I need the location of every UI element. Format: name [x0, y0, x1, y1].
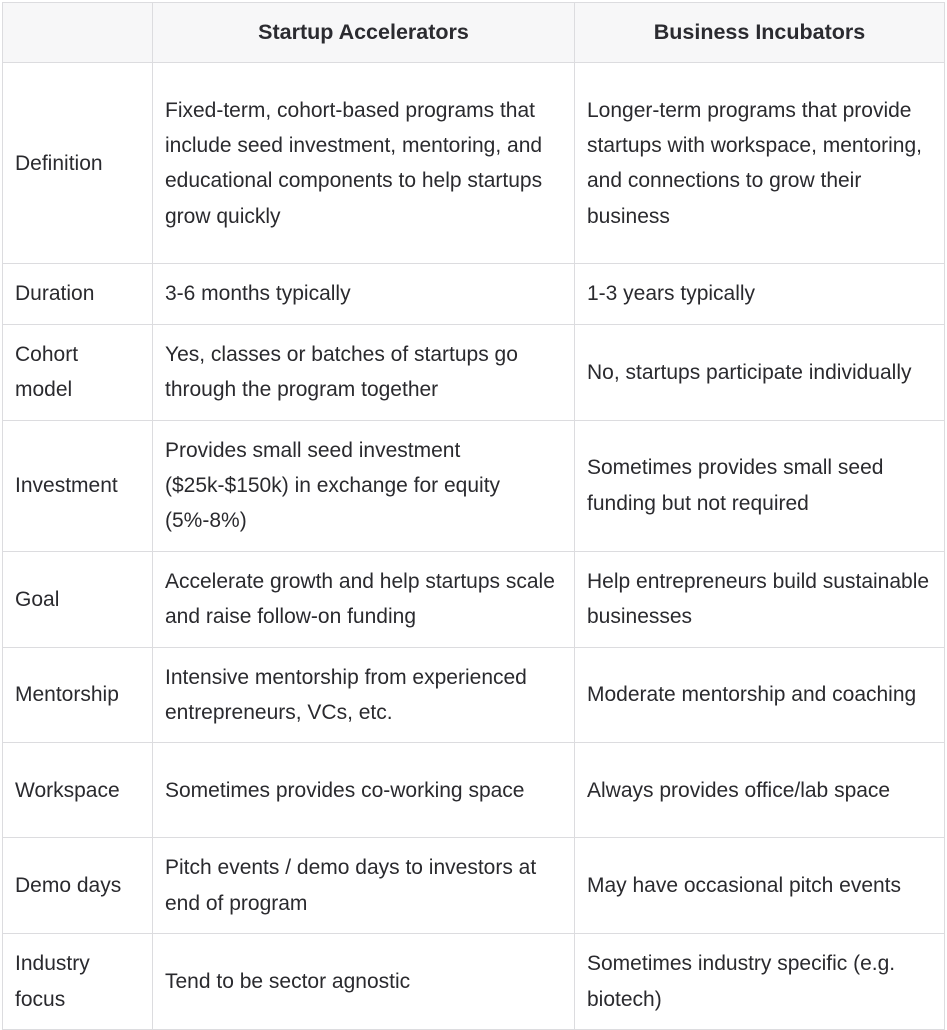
table-header-row — [3, 3, 945, 63]
header-cell-empty — [3, 3, 153, 63]
row-label: Duration — [3, 264, 153, 324]
incubator-cell: Help entrepreneurs build sustainable businesses — [575, 551, 945, 647]
incubator-cell: Sometimes provides small seed funding but not required — [575, 420, 945, 551]
accelerator-cell: Pitch events / demo days to investors at end of program — [153, 838, 575, 934]
table-row — [3, 934, 945, 1030]
table-row — [3, 264, 945, 324]
incubator-cell: No, startups participate individually — [575, 324, 945, 420]
row-label: Industry focus — [3, 934, 153, 1030]
accelerator-cell: Intensive mentorship from experienced entrepreneurs, VCs, etc. — [153, 647, 575, 743]
row-label: Mentorship — [3, 647, 153, 743]
row-label: Workspace — [3, 743, 153, 838]
table-row — [3, 743, 945, 838]
incubator-cell: May have occasional pitch events — [575, 838, 945, 934]
table-row — [3, 838, 945, 934]
table-row — [3, 420, 945, 551]
accelerator-cell: Tend to be sector agnostic — [153, 934, 575, 1030]
incubator-cell: 1-3 years typically — [575, 264, 945, 324]
header-cell-startup-accelerators: Startup Accelerators — [153, 3, 575, 63]
accelerator-cell: Yes, classes or batches of startups go through the program together — [153, 324, 575, 420]
comparison-table — [2, 2, 945, 1030]
row-label: Investment — [3, 420, 153, 551]
incubator-cell: Always provides office/lab space — [575, 743, 945, 838]
incubator-cell: Sometimes industry specific (e.g. biotech) — [575, 934, 945, 1030]
row-label: Demo days — [3, 838, 153, 934]
header-cell-business-incubators: Business Incubators — [575, 3, 945, 63]
table-row — [3, 63, 945, 264]
incubator-cell: Longer-term programs that provide startups with workspace, mentoring, and connections to grow their business — [575, 63, 945, 264]
row-label: Goal — [3, 551, 153, 647]
table-row — [3, 324, 945, 420]
accelerator-cell: Fixed-term, cohort-based programs that include seed investment, mentoring, and educational components to help startups grow quickly — [153, 63, 575, 264]
accelerator-cell: Provides small seed investment ($25k-$150k) in exchange for equity (5%-8%) — [153, 420, 575, 551]
table-row — [3, 551, 945, 647]
row-label: Definition — [3, 63, 153, 264]
accelerator-cell: 3-6 months typically — [153, 264, 575, 324]
accelerator-cell: Sometimes provides co-working space — [153, 743, 575, 838]
row-label: Cohort model — [3, 324, 153, 420]
accelerator-cell: Accelerate growth and help startups scale and raise follow-on funding — [153, 551, 575, 647]
table-row — [3, 647, 945, 743]
incubator-cell: Moderate mentorship and coaching — [575, 647, 945, 743]
